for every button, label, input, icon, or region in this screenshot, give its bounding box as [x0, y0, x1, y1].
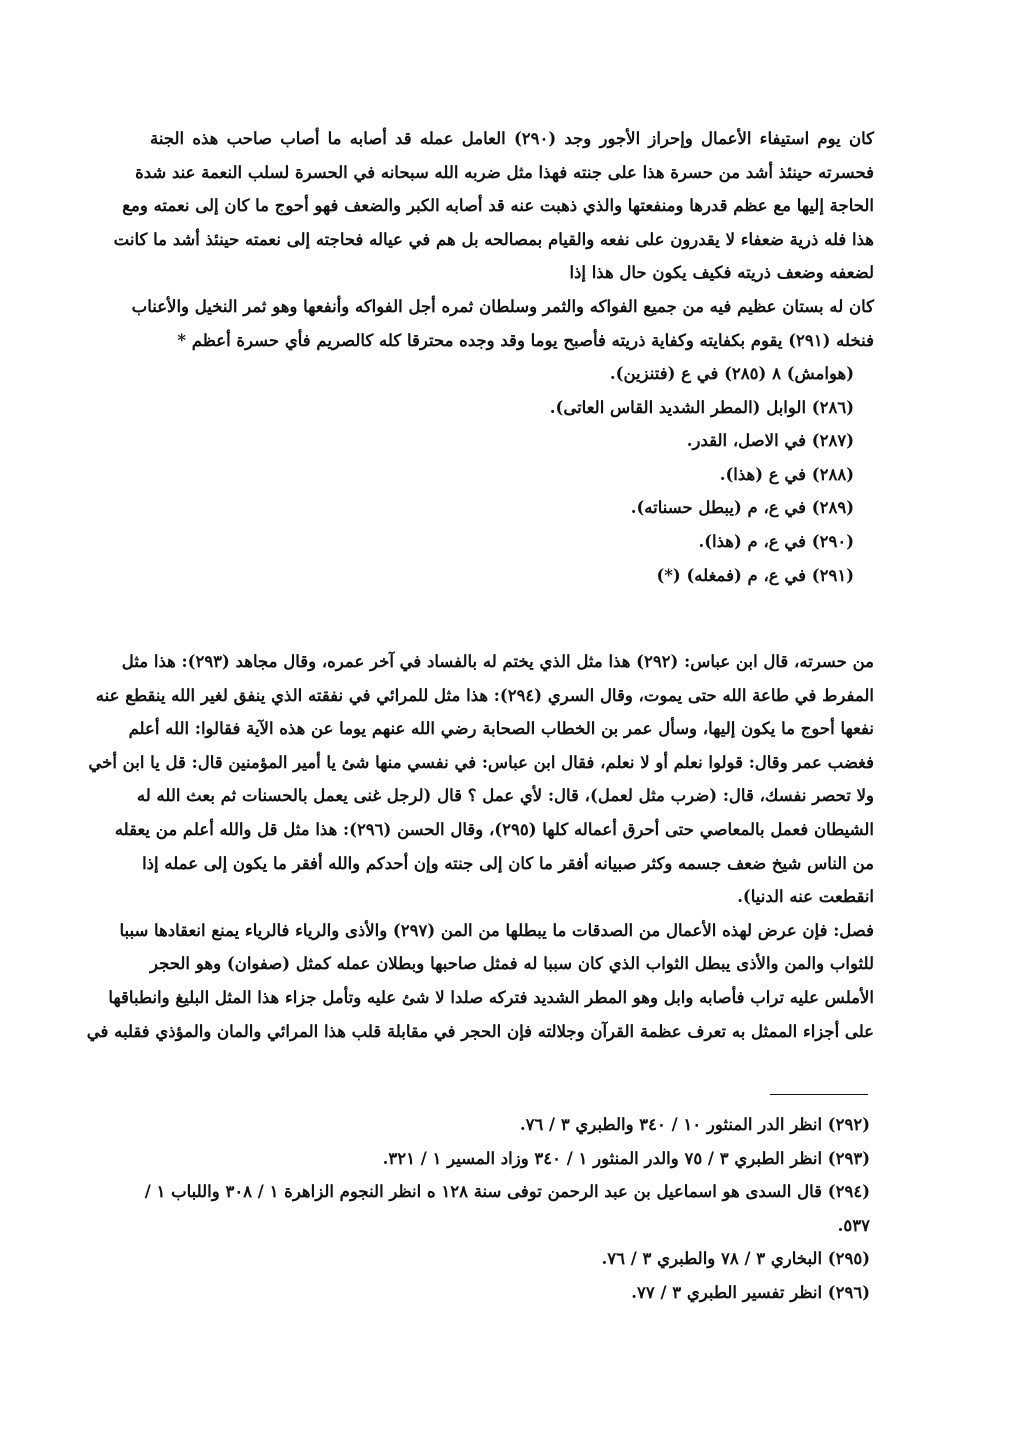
text-line: كان له بستان عظيم فيه من جميع الفواكه والثمر وسلطان ثمره أجل الفواكه وأنفعها وهو ثمر النخيل والأعناب	[131, 296, 874, 316]
footnote-line: (٢٩٢) انظر الدر المنثور ١٠ / ٣٤٠ والطبري ٣ / ٧٦.	[519, 1115, 870, 1134]
text-line: نفعها أحوج ما يكون إليها، وسأل عمر بن الخطاب الصحابة رضي الله عنهم يوما عن هذه الآية فقالوا: الله أعلم	[128, 719, 874, 739]
text-line: كان يوم استيفاء الأعمال وإحراز الأجور وجد (٢٩٠) العامل عمله قد أصابه ما أصاب صاحب هذه الجنة	[150, 129, 874, 148]
footnote-line: (٢٩٤) قال السدى هو اسماعيل بن عبد الرحمن توفى سنة ١٢٨ ه انظر النجوم الزاهرة ١ / ٣٠٨ واللباب ١ /	[144, 1182, 870, 1202]
footnote-line: ٥٣٧.	[837, 1215, 870, 1235]
text-line: لضعفه وضعف ذريته فكيف يكون حال هذا إذا	[569, 263, 874, 283]
footnote-line: (٢٩٥) البخاري ٣ / ٧٨ والطبري ٣ / ٧٦.	[601, 1249, 870, 1269]
footnote-line: (هوامش) ٨ (٢٨٥) في ع (فتنزين).	[609, 364, 854, 383]
text-line: هذا فله ذرية ضعفاء لا يقدرون على نفعه والقيام بمصالحه بل هم في عياله فحاجته إلى نعمته حينئذ أشد ما كانت	[113, 229, 874, 249]
footnote-line: (٢٩٠) في ع، م (هذا).	[698, 531, 854, 551]
footnote-line: (٢٨٩) في ع، م (يبطل حسناته).	[630, 498, 854, 518]
text-line: المفرط في طاعة الله حتى يموت، وقال السري (٢٩٤): هذا مثل للمرائي في نفقته الذي ينفق لغير الله ينقطع عنه	[95, 685, 874, 705]
text-line: للثواب والمن والأذى يبطل الثواب الذي كان سببا له فمثل صاحبها وبطلان عمله كمثل (صفوان) وهو الحجر	[150, 954, 874, 974]
text-line: انقطعت عنه الدنيا).	[737, 887, 874, 907]
footnote-line: (٢٨٦) الوابل (المطر الشديد القاس العاتى).	[549, 397, 854, 417]
body-text-main	[86, 645, 874, 1048]
text-line: على أجزاء الممثل به تعرف عظمة القرآن وجلالته فإن الحجر في مقابلة قلب هذا المرائي والمان والمؤذي فقلبه في	[86, 1021, 874, 1041]
text-line: الحاجة إليها مع عظم قدرها ومنفعتها والذي ذهبت عنه قد أصابه الكبر والضعف فهو أحوج ما كان إلى نعمته ومع	[122, 196, 874, 216]
footnote-line: (٢٩٦) انظر تفسير الطبري ٣ / ٧٧.	[631, 1282, 870, 1302]
body-text-top	[113, 122, 874, 357]
footnotes-bottom	[144, 1108, 874, 1310]
text-line: ولا تحصر نفسك، قال: (ضرب مثل لعمل)، قال: لأي عمل ؟ قال (لرجل غنى يعمل بالحسنات ثم بعث الله له	[136, 786, 874, 806]
text-line: فنخله (٢٩١) يقوم بكفايته وكفاية ذريته فأصبح يوما وقد وجده محترقا كله كالصريم فأي حسرة أعظم *	[177, 330, 874, 350]
text-line: الشيطان فعمل بالمعاصي حتى أحرق أعماله كلها (٢٩٥)، وقال الحسن (٢٩٦): هذا مثل قل والله أعلم من يعقله	[114, 819, 874, 839]
text-line: فغضب عمر وقال: قولوا نعلم أو لا نعلم، فقال ابن عباس: في نفسي منها شئ يا أمير المؤمنين قال: قل يا ابن أخي	[88, 752, 874, 772]
text-line: فحسرته حينئذ أشد من حسرة هذا على جنته فهذا مثل ضربه الله سبحانه في الحسرة لسلب النعمة عند شدة	[135, 162, 874, 182]
footnote-line: (٢٩٣) انظر الطبري ٣ / ٧٥ والدر المنثور ١ / ٣٤٠ وزاد المسير ١ / ٣٢١.	[382, 1148, 870, 1168]
footnote-line: (٢٩١) في ع، م (فمغله) (*)	[656, 565, 854, 585]
footnote-line: (٢٨٧) في الاصل، القدر.	[686, 431, 854, 451]
text-line: من الناس شيخ ضعف جسمه وكثر صبيانه أفقر ما كان إلى جنته وإن أحدكم والله أفقر ما يكون إلى عمله إذا	[142, 853, 874, 873]
footnotes-first	[150, 357, 874, 592]
text-line: فصل: فإن عرض لهذه الأعمال من الصدقات ما يبطلها من المن (٢٩٧) والأذى والرياء فالرياء يمنع انعقادها سببا	[119, 920, 874, 940]
footnote-separator	[770, 1094, 868, 1095]
text-line: الأملس عليه تراب فأصابه وابل وهو المطر الشديد فتركه صلدا لا شئ عليه وتأمل جزاء هذا المثل البليغ وانطباقها	[108, 987, 874, 1007]
text-line: من حسرته، قال ابن عباس: (٢٩٢) هذا مثل الذي يختم له بالفساد في آخر عمره، وقال مجاهد (٢٩٣): هذا مثل	[121, 652, 874, 671]
footnote-line: (٢٨٨) في ع (هذا).	[719, 464, 854, 484]
